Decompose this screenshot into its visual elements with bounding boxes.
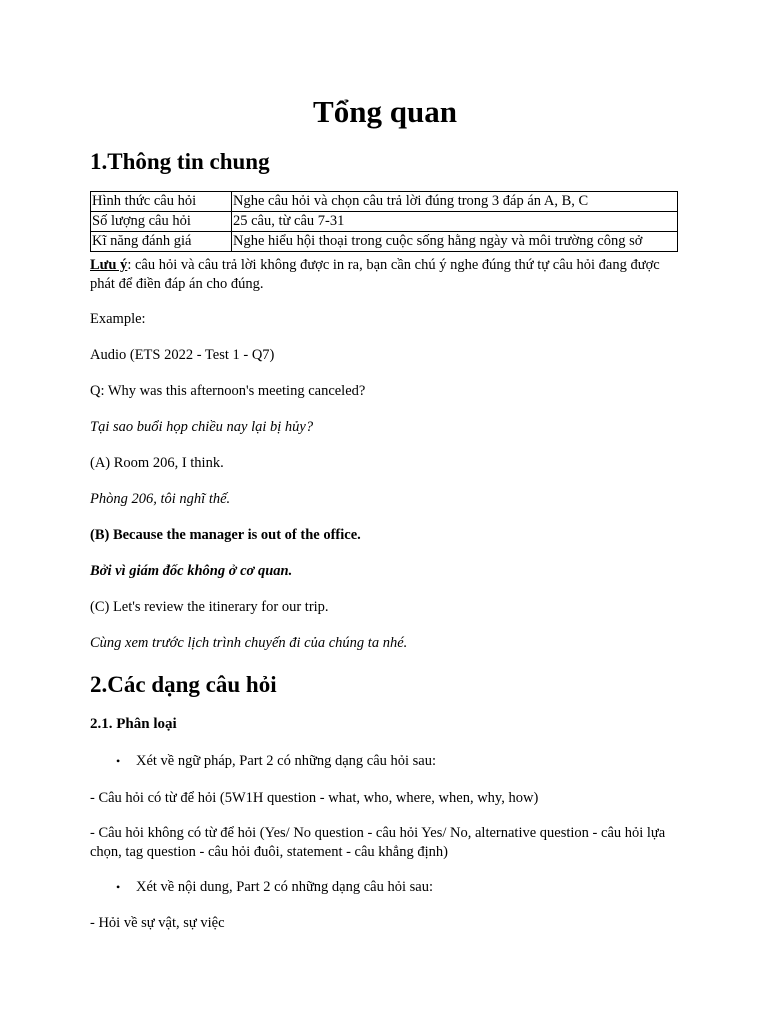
table-cell-key: Kĩ năng đánh giá: [91, 232, 232, 252]
table-cell-value: 25 câu, từ câu 7-31: [232, 212, 678, 232]
bullet-text: Xét về nội dung, Part 2 có những dạng câu hỏi sau:: [136, 879, 433, 895]
table-cell-value: Nghe câu hỏi và chọn câu trả lời đúng trong 3 đáp án A, B, C: [232, 192, 678, 212]
note-paragraph: [90, 256, 680, 294]
example-question-translation: Tại sao buổi họp chiều nay lại bị hủy?: [90, 419, 314, 435]
note-label: Lưu ý: [90, 257, 128, 273]
bullet-icon: •: [116, 880, 121, 894]
paragraph-line: - Câu hỏi không có từ để hỏi (Yes/ No question - câu hỏi Yes/ No, alternative question - câu hỏi lựa chọn, tag question - câu hỏi đuôi, statement - câu khẳng định): [90, 825, 666, 860]
info-table: [90, 191, 678, 252]
example-question: Q: Why was this afternoon's meeting canceled?: [90, 383, 366, 399]
table-row: [91, 232, 678, 252]
page-title: Tổng quan: [313, 94, 457, 129]
section-2-1-heading: 2.1. Phân loại: [90, 716, 177, 732]
option-c: (C) Let's review the itinerary for our trip.: [90, 599, 329, 615]
table-row: [91, 192, 678, 212]
paragraph-line: - Hỏi về sự vật, sự việc: [90, 915, 225, 931]
table-cell-key: Số lượng câu hỏi: [91, 212, 232, 232]
audio-reference: Audio (ETS 2022 - Test 1 - Q7): [90, 347, 275, 363]
option-a: (A) Room 206, I think.: [90, 455, 224, 471]
table-row: [91, 212, 678, 232]
bullet-text: Xét về ngữ pháp, Part 2 có những dạng câu hỏi sau:: [136, 753, 437, 769]
paragraph-line: - Câu hỏi có từ để hỏi (5W1H question - what, who, where, when, why, how): [90, 790, 539, 806]
table-cell-key: Hình thức câu hỏi: [91, 192, 232, 212]
bullet-icon: •: [116, 754, 121, 768]
option-c-translation: Cùng xem trước lịch trình chuyến đi của chúng ta nhé.: [90, 635, 408, 651]
example-label: Example:: [90, 311, 146, 327]
table-cell-value: Nghe hiểu hội thoại trong cuộc sống hằng ngày và môi trường công sở: [232, 232, 678, 252]
option-b-correct: (B) Because the manager is out of the office.: [90, 527, 361, 543]
note-text: : câu hỏi và câu trả lời không được in ra, bạn cần chú ý nghe đúng thứ tự câu hỏi đang được phát để điền đáp án cho đúng.: [90, 257, 660, 292]
option-b-translation: Bởi vì giám đốc không ở cơ quan.: [90, 563, 293, 579]
option-a-translation: Phòng 206, tôi nghĩ thế.: [90, 491, 231, 507]
section-2-heading: 2.Các dạng câu hỏi: [90, 672, 277, 697]
section-1-heading: 1.Thông tin chung: [90, 149, 270, 174]
